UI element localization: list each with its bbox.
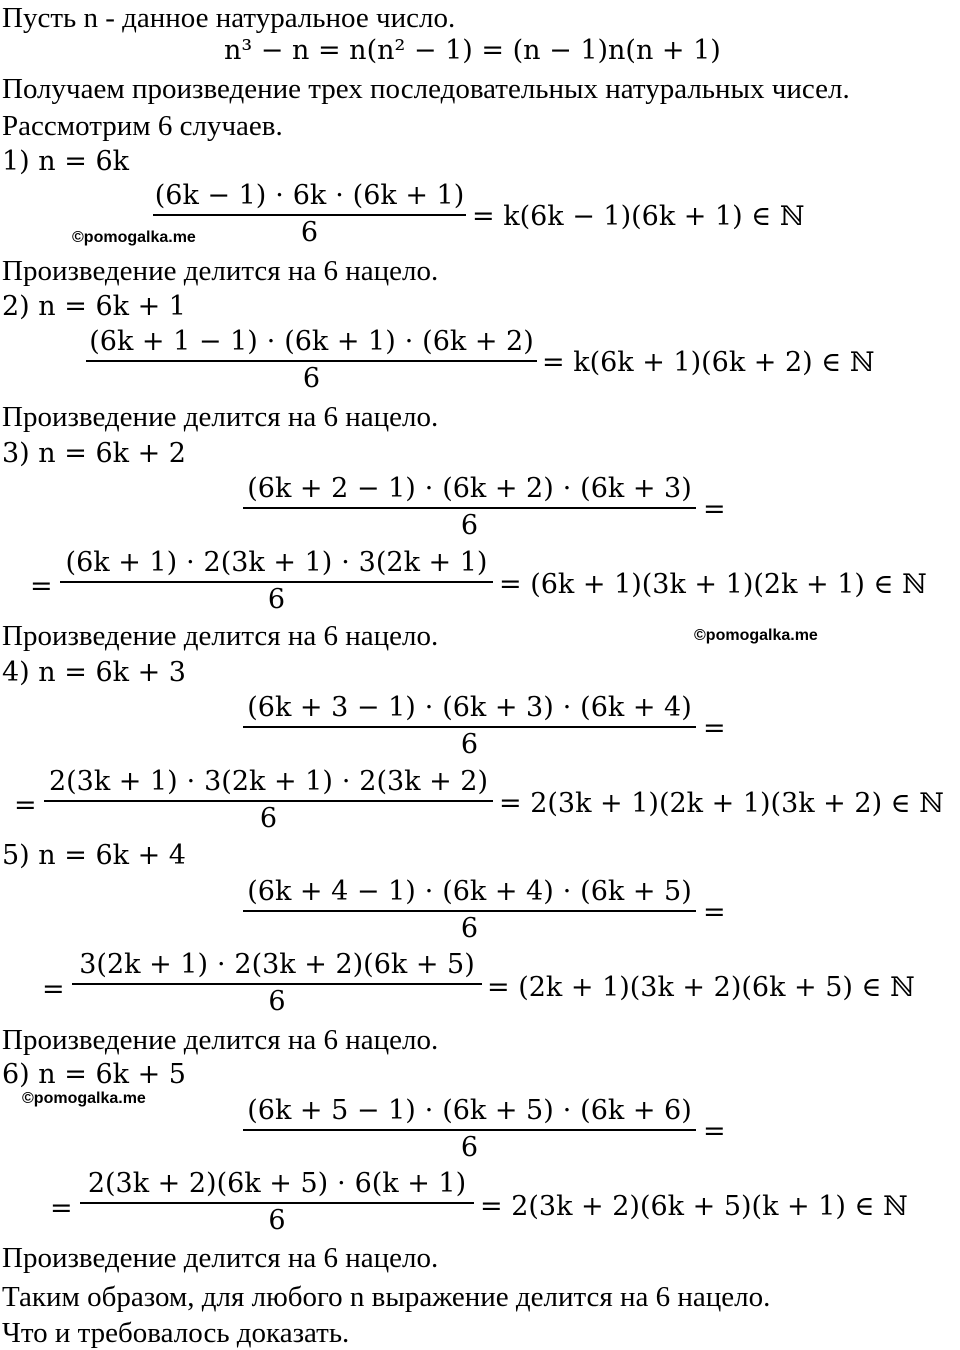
case-4-fraction-2 [44,764,493,836]
case-4-label: 4) n = 6k + 3 [2,657,186,688]
case-4-result: = 2(3k + 1)(2k + 1)(3k + 2) ∈ ℕ [499,788,944,819]
case-6-denominator-2: 6 [268,1205,286,1236]
case-5-fraction [243,874,696,946]
case-6-fraction-2 [80,1166,474,1238]
watermark: ©pomogalka.me [694,627,818,644]
case-3-fraction-2 [60,545,493,617]
case-3-numerator: (6k + 2 − 1) ⋅ (6k + 2) ⋅ (6k + 3) [247,473,692,504]
intro-line-1: Пусть n - данное натуральное число. [2,2,456,34]
case-5-numerator: (6k + 4 − 1) ⋅ (6k + 4) ⋅ (6k + 5) [247,876,692,907]
case-5-equals: = [703,897,726,928]
case-3-equals: = [703,494,726,525]
case-2-result: = k(6k + 1)(6k + 2) ∈ ℕ [542,347,875,378]
case-2-denominator: 6 [302,363,321,394]
case-6-conclusion: Произведение делится на 6 нацело. [2,1242,439,1274]
case-5-fraction-2 [72,947,482,1019]
case-5-lead-equals: = [42,974,65,1005]
case-1-numerator: (6k − 1) ⋅ 6k ⋅ (6k + 1) [154,180,465,211]
case-6-label: 6) n = 6k + 5 [2,1059,186,1090]
watermark: ©pomogalka.me [22,1090,146,1107]
case-4-denominator: 6 [460,729,479,760]
case-1-conclusion: Произведение делится на 6 нацело. [2,255,439,287]
case-4-fraction [243,690,696,762]
case-2-conclusion: Произведение делится на 6 нацело. [2,401,439,433]
factorization-formula: n³ − n = n(n² − 1) = (n − 1)n(n + 1) [224,35,721,66]
case-3-result: = (6k + 1)(3k + 1)(2k + 1) ∈ ℕ [499,569,927,600]
case-6-numerator: (6k + 5 − 1) ⋅ (6k + 5) ⋅ (6k + 6) [247,1095,692,1126]
case-5-denominator-2: 6 [268,986,286,1017]
case-2-label: 2) n = 6k + 1 [2,291,186,322]
case-1-denominator: 6 [300,217,319,248]
intro-line-3: Рассмотрим 6 случаев. [2,110,283,142]
case-4-numerator-2: 2(3k + 1) ⋅ 3(2k + 1) ⋅ 2(3k + 2) [48,766,489,797]
intro-line-2: Получаем произведение трех последовательных натуральных чисел. [2,73,850,105]
case-5-numerator-2: 3(2k + 1) ⋅ 2(3k + 2)(6k + 5) [79,949,475,980]
case-5-result: = (2k + 1)(3k + 2)(6k + 5) ∈ ℕ [487,972,915,1003]
case-5-conclusion: Произведение делится на 6 нацело. [2,1024,439,1056]
case-6-equals: = [703,1116,726,1147]
case-1-fraction [153,178,466,250]
case-5-label: 5) n = 6k + 4 [2,840,186,871]
case-6-lead-equals: = [50,1193,73,1224]
case-3-conclusion: Произведение делится на 6 нацело. [2,620,439,652]
case-4-equals: = [703,713,726,744]
case-5-denominator: 6 [460,913,479,944]
case-6-result: = 2(3k + 2)(6k + 5)(k + 1) ∈ ℕ [480,1191,908,1222]
case-3-fraction [243,471,696,543]
case-6-fraction [243,1093,696,1165]
case-6-denominator: 6 [460,1132,479,1163]
case-1-result: = k(6k − 1)(6k + 1) ∈ ℕ [472,201,805,232]
case-4-numerator: (6k + 3 − 1) ⋅ (6k + 3) ⋅ (6k + 4) [247,692,692,723]
case-3-denominator: 6 [460,510,479,541]
case-3-label: 3) n = 6k + 2 [2,438,186,469]
case-2-numerator: (6k + 1 − 1) ⋅ (6k + 1) ⋅ (6k + 2) [89,326,534,357]
case-4-lead-equals: = [14,790,37,821]
case-2-fraction [86,324,537,396]
case-4-denominator-2: 6 [259,803,278,834]
case-3-lead-equals: = [30,571,53,602]
case-3-denominator-2: 6 [267,584,286,615]
case-1-label: 1) n = 6k [2,146,130,177]
case-6-numerator-2: 2(3k + 2)(6k + 5) ⋅ 6(k + 1) [87,1168,467,1199]
watermark: ©pomogalka.me [72,229,196,246]
case-3-numerator-2: (6k + 1) ⋅ 2(3k + 1) ⋅ 3(2k + 1) [65,547,488,578]
final-line-2: Что и требовалось доказать. [2,1317,350,1349]
final-line-1: Таким образом, для любого n выражение делится на 6 нацело. [2,1281,771,1313]
